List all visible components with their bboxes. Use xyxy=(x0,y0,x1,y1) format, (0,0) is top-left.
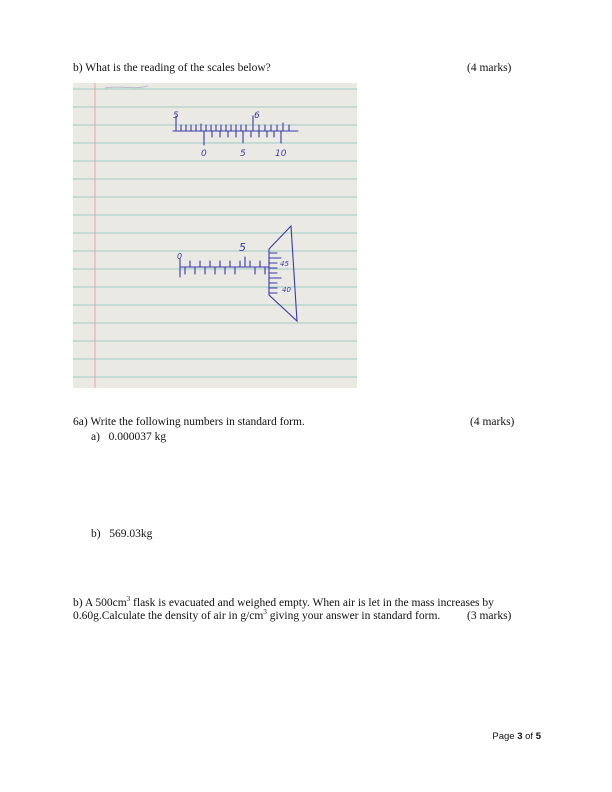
main-label-6: 6 xyxy=(254,111,260,121)
sleeve-label-0: 0 xyxy=(177,252,183,261)
thimble-label-40: 40 xyxy=(282,286,291,294)
footer-page-num: 3 xyxy=(517,731,523,742)
q6a-part-a-value: 0.000037 kg xyxy=(108,431,167,443)
vernier-label-10: 10 xyxy=(275,149,287,159)
page-footer xyxy=(492,731,541,742)
q6b-line1 xyxy=(73,596,494,610)
q5b-marks: (4 marks) xyxy=(467,62,512,74)
q6b-line1-a: b) A 500cm xyxy=(73,597,127,609)
q6b-line2-sup: 3 xyxy=(263,608,267,616)
scale-drawing xyxy=(73,83,357,388)
q6a-marks: (4 marks) xyxy=(470,416,515,428)
q6a-part-b xyxy=(91,527,152,541)
q6a-part-a xyxy=(91,430,166,444)
q6a-text: 6a) Write the following numbers in standard form. xyxy=(73,416,305,428)
vernier-label-5: 5 xyxy=(240,149,246,159)
footer-total: 5 xyxy=(535,731,541,742)
q5b-text: b) What is the reading of the scales below? xyxy=(73,62,271,74)
scale-readings-photo xyxy=(73,83,357,388)
q6b-line1-b: flask is evacuated and weighed empty. When air is let in the mass increases by xyxy=(130,597,494,609)
q6b-marks: (3 marks) xyxy=(467,610,512,622)
q6b-line1-sup: 3 xyxy=(126,595,131,603)
sleeve-label-5: 5 xyxy=(239,241,246,254)
main-label-5: 5 xyxy=(173,111,179,121)
q6b-line2-a: 0.60g.Calculate the density of air in g/cm xyxy=(73,610,264,622)
thimble-label-45: 45 xyxy=(280,260,289,268)
q6b-line2 xyxy=(73,609,440,623)
q6a-part-b-value: 569.03kg xyxy=(109,528,153,540)
footer-of-word: of xyxy=(525,731,534,742)
footer-page-word: Page xyxy=(492,731,515,742)
q6a-part-b-label: b) xyxy=(91,528,101,540)
vernier-label-0: 0 xyxy=(201,149,207,159)
q6b-line2-b: giving your answer in standard form. xyxy=(266,610,441,622)
q6a-part-a-label: a) xyxy=(91,431,100,443)
